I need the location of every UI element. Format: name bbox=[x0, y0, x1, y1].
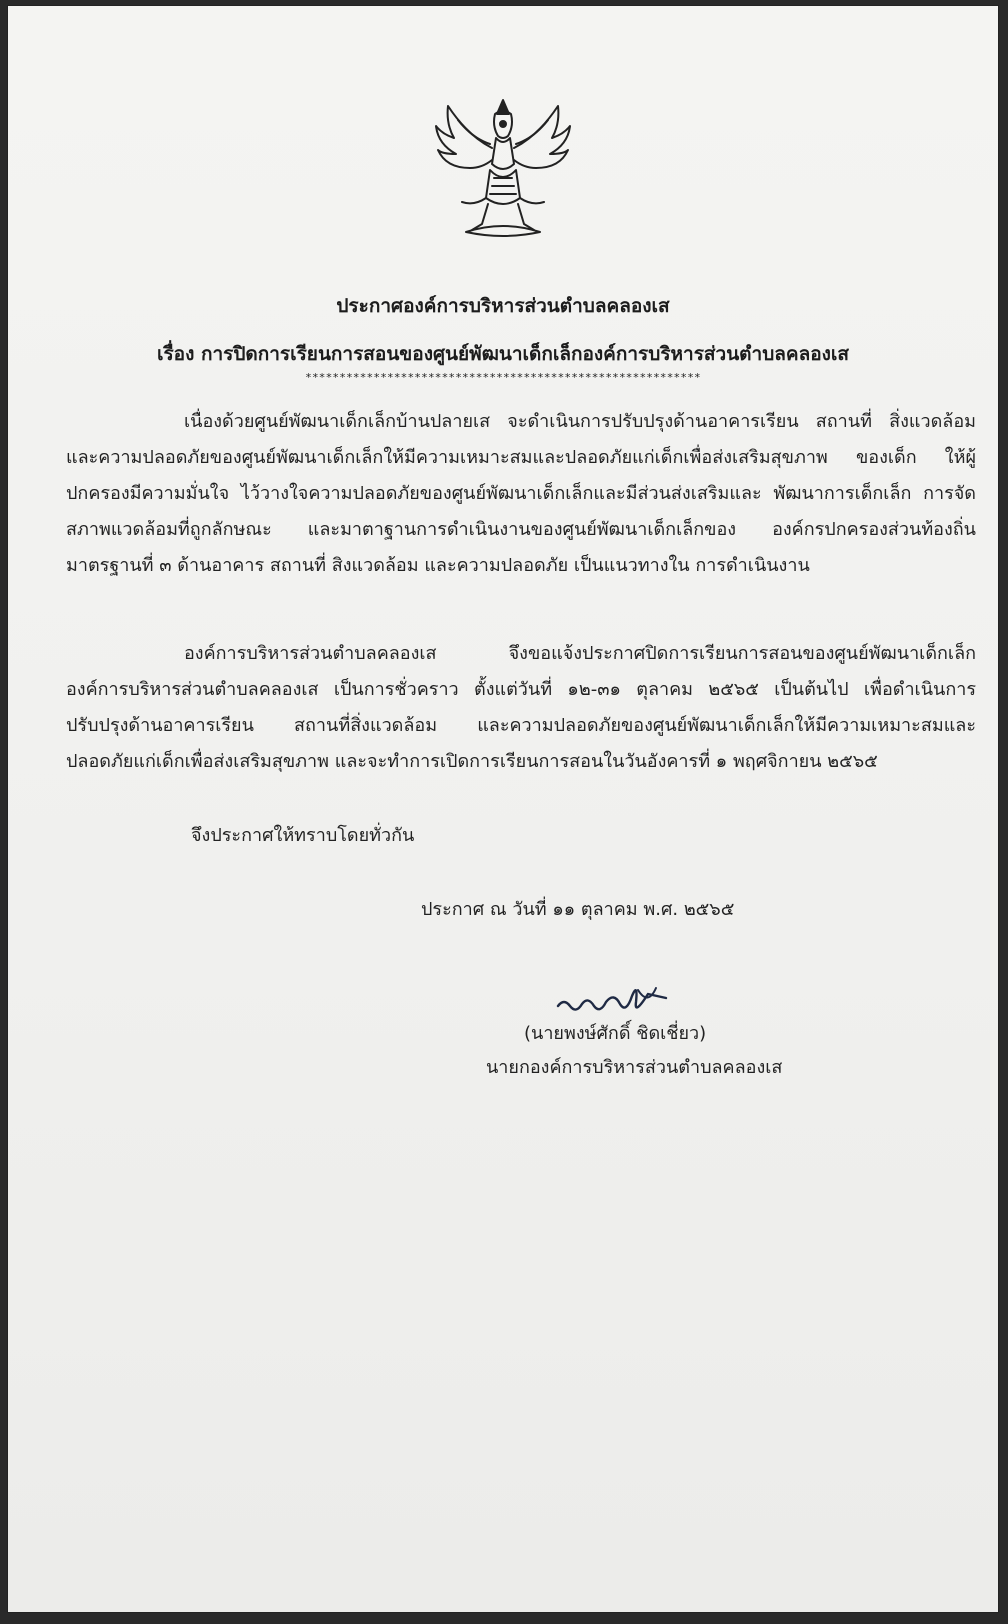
announcement-title: ประกาศองค์การบริหารส่วนตำบลคลองเส bbox=[336, 295, 670, 317]
garuda-emblem-icon bbox=[428, 90, 578, 246]
signature-icon bbox=[552, 972, 672, 1022]
body-paragraph-2: องค์การบริหารส่วนตำบลคลองเส จึงขอแจ้งประกาศปิดการเรียนการสอนของศูนย์พัฒนาเด็กเล็ก องค์การบริหารส่วนตำบลคลองเส เป็นการชั่วคราว ตั้งแต่วันที่ ๑๒-๓๑ ตุลาคม ๒๕๖๕ เป็นต้นไป เพื่อดำเนินการ ปรับปรุงด้านอาคารเรียน สถานที่สิ่งแวดล้อม และความปลอดภัยของศูนย์พัฒนาเด็กเล็กให้มีความเหมาะสมและ ปลอดภัยแก่เด็กเพื่อส่งเสริมสุขภาพ และจะทำการเปิดการเรียนการสอนในวันอังคารที่ ๑ พฤศจิกายน ๒๕๖๕ bbox=[66, 643, 976, 772]
signer-name: (นายพงษ์ศักดิ์ ชิดเชี่ยว) bbox=[524, 1023, 707, 1044]
body-paragraph-1: เนื่องด้วยศูนย์พัฒนาเด็กเล็กบ้านปลายเส จะดำเนินการปรับปรุงด้านอาคารเรียน สถานที่ สิ่งแวดล้อม และความปลอดภัยของศูนย์พัฒนาเด็กเล็กให้มีความเหมาะสมและปลอดภัยแก่เด็กเพื่อส่งเสริมสุขภาพ ของเด็ก ให้ผู้ปกครองมีความมั่นใจ ไว้วางใจความปลอดภัยของศูนย์พัฒนาเด็กเล็กและมีส่วนส่งเสริมและ พัฒนาการเด็กเล็ก การจัดสภาพแวดล้อมที่ถูกลักษณะ และมาตาฐานการดำเนินงานของศูนย์พัฒนาเด็กเล็กของ องค์กรปกครองส่วนท้องถิ่น มาตรฐานที่ ๓ ด้านอาคาร สถานที่ สิงแวดล้อม และความปลอดภัย เป็นแนวทางใน การดำเนินงาน bbox=[66, 411, 976, 576]
announcement-subject: เรื่อง การปิดการเรียนการสอนของศูนย์พัฒนาเด็กเล็กองค์การบริหารส่วนตำบลคลองเส bbox=[156, 343, 850, 365]
separator-line: ********************************************************** bbox=[305, 371, 701, 384]
signer-title: นายกองค์การบริหารส่วนตำบลคลองเส bbox=[486, 1057, 783, 1078]
announcement-date: ประกาศ ณ วันที่ ๑๑ ตุลาคม พ.ศ. ๒๕๖๕ bbox=[421, 899, 735, 920]
document-page bbox=[8, 6, 998, 1612]
closing-statement: จึงประกาศให้ทราบโดยทั่วกัน bbox=[191, 825, 415, 846]
